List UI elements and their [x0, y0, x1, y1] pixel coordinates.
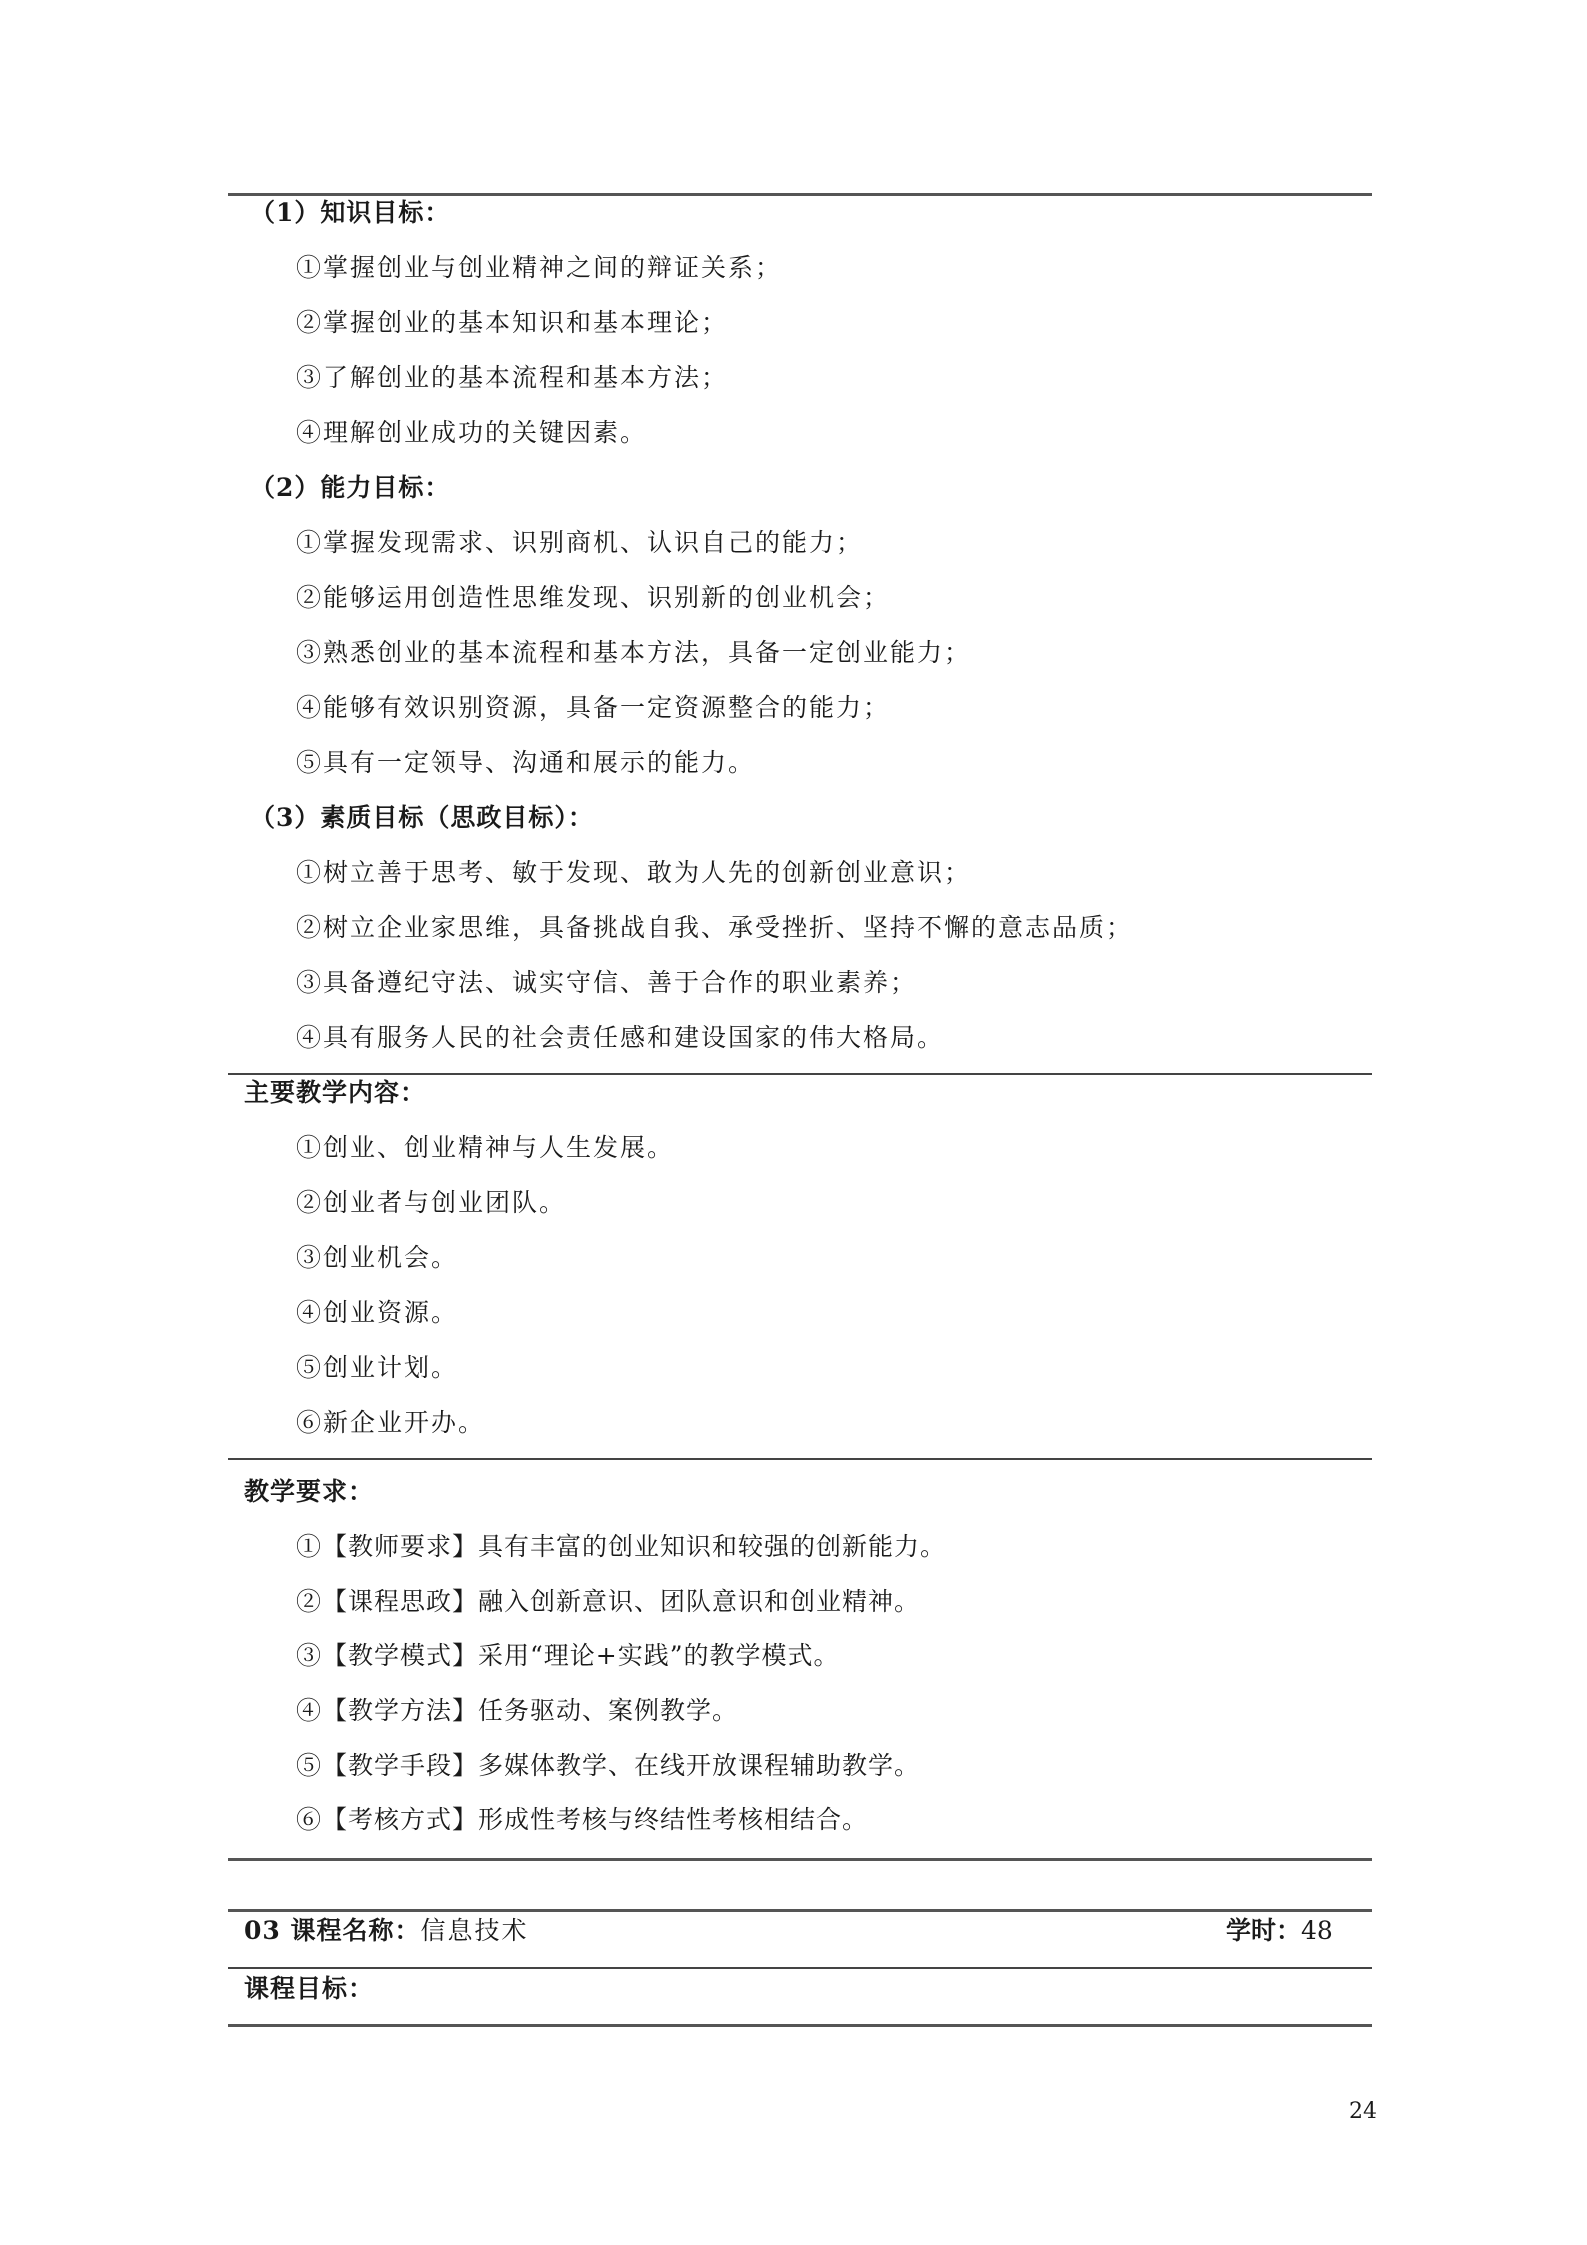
- ability-goal-item: ⑤具有一定领导、沟通和展示的能力。: [296, 748, 756, 777]
- teaching-content-item: ③创业机会。: [296, 1243, 459, 1272]
- ability-goal-item: ①掌握发现需求、识别商机、认识自己的能力；: [296, 528, 864, 557]
- course-table-bottom-rule: [228, 2024, 1372, 2027]
- course-name-label: 03 课程名称：: [244, 1916, 421, 1945]
- course-hours-value: 48: [1301, 1916, 1333, 1945]
- section-divider: [228, 1458, 1372, 1460]
- teaching-content-item: ②创业者与创业团队。: [296, 1188, 567, 1217]
- page-number: 24: [1349, 2099, 1377, 2124]
- knowledge-goal-item: ④理解创业成功的关键因素。: [296, 418, 648, 447]
- course-name-row: [244, 1916, 529, 1946]
- teaching-requirement-item: ⑥【考核方式】形成性考核与终结性考核相结合。: [296, 1805, 869, 1834]
- course-row-divider: [228, 1967, 1372, 1969]
- course-goal-heading: 课程目标：: [244, 1974, 375, 2003]
- teaching-content-item: ④创业资源。: [296, 1298, 459, 1327]
- teaching-requirement-item: ⑤【教学手段】多媒体教学、在线开放课程辅助教学。: [296, 1751, 921, 1780]
- ability-goal-item: ③熟悉创业的基本流程和基本方法，具备一定创业能力；: [296, 638, 972, 667]
- quality-goal-item: ①树立善于思考、敏于发现、敢为人先的创新创业意识；: [296, 858, 972, 887]
- quality-goal-item: ②树立企业家思维，具备挑战自我、承受挫折、坚持不懈的意志品质；: [296, 913, 1134, 942]
- knowledge-goal-item: ②掌握创业的基本知识和基本理论；: [296, 308, 729, 337]
- ability-goal-item: ④能够有效识别资源，具备一定资源整合的能力；: [296, 693, 891, 722]
- teaching-requirement-item: ②【课程思政】融入创新意识、团队意识和创业精神。: [296, 1587, 921, 1616]
- ability-goal-heading: （2）能力目标：: [250, 473, 451, 502]
- knowledge-goal-item: ③了解创业的基本流程和基本方法；: [296, 363, 729, 392]
- ability-goal-item: ②能够运用创造性思维发现、识别新的创业机会；: [296, 583, 891, 612]
- section-end-rule: [228, 1858, 1372, 1861]
- teaching-requirement-item: ④【教学方法】任务驱动、案例教学。: [296, 1696, 739, 1725]
- top-rule: [228, 193, 1372, 196]
- quality-goal-item: ③具备遵纪守法、诚实守信、善于合作的职业素养；: [296, 968, 918, 997]
- course-table-top-rule: [228, 1909, 1372, 1912]
- section-divider: [228, 1073, 1372, 1075]
- quality-goal-item: ④具有服务人民的社会责任感和建设国家的伟大格局。: [296, 1023, 945, 1052]
- course-hours-label: 学时：: [1226, 1916, 1302, 1945]
- teaching-requirement-item: ③【教学模式】采用“理论+实践”的教学模式。: [296, 1641, 840, 1670]
- teaching-content-item: ①创业、创业精神与人生发展。: [296, 1133, 675, 1162]
- teaching-requirements-heading: 教学要求：: [244, 1477, 375, 1506]
- teaching-content-item: ⑥新企业开办。: [296, 1408, 486, 1437]
- knowledge-goal-item: ①掌握创业与创业精神之间的辩证关系；: [296, 253, 783, 282]
- teaching-content-item: ⑤创业计划。: [296, 1353, 459, 1382]
- teaching-requirement-item: ①【教师要求】具有丰富的创业知识和较强的创新能力。: [296, 1532, 947, 1561]
- course-hours: [1226, 1916, 1333, 1946]
- teaching-content-heading: 主要教学内容：: [244, 1078, 427, 1107]
- quality-goal-heading: （3）素质目标（思政目标）：: [250, 803, 594, 832]
- course-name-value: 信息技术: [420, 1916, 529, 1945]
- knowledge-goal-heading: （1）知识目标：: [250, 198, 451, 227]
